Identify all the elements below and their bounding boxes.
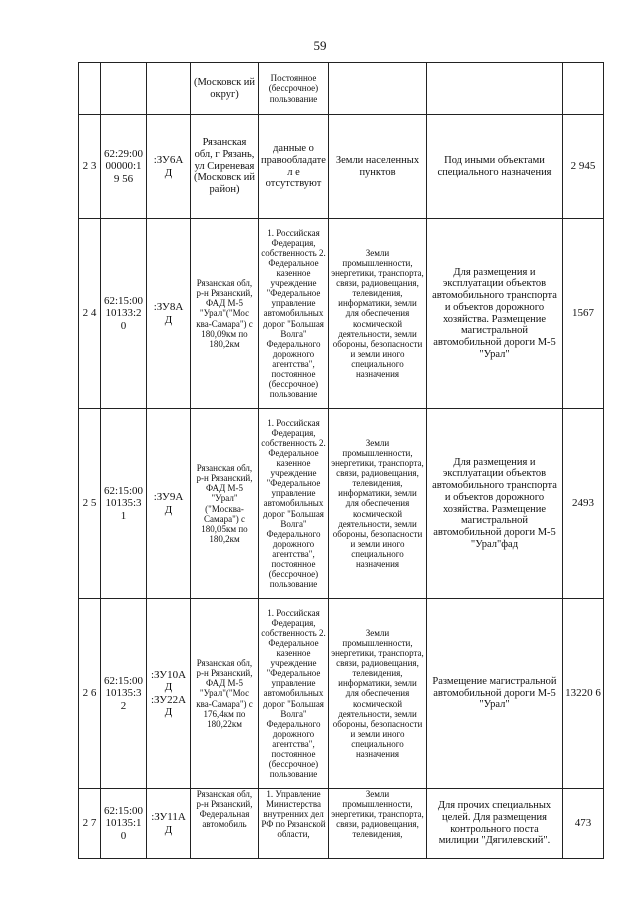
permitted-use-cell: Для размещения и эксплуатации объектов автомобильного транспорта и объектов дорожного хозяйства. Размещение магистральной автомобильной дороги М-5 "Урал"фад bbox=[427, 409, 563, 599]
permitted-use-cell: Для прочих специальных целей. Для размещения контрольного поста милиции "Дягилевский". bbox=[427, 789, 563, 859]
cadastral-number-cell: 62:15:00 10135:10 bbox=[101, 789, 147, 859]
area-cell: 2 945 bbox=[563, 115, 604, 219]
address-cell: Рязанская обл, р-н Рязанский, Федеральная автомобиль bbox=[191, 789, 259, 859]
row-number-cell: 2 6 bbox=[79, 599, 101, 789]
plot-designation-cell: :ЗУ9А Д bbox=[147, 409, 191, 599]
address-cell: Рязанская обл, г Рязань, ул Сиреневая (Московск ий район) bbox=[191, 115, 259, 219]
address-cell: (Московск ий округ) bbox=[191, 63, 259, 115]
plot-designation-cell: :ЗУ8А Д bbox=[147, 219, 191, 409]
land-category-cell: Земли промышленности, энергетики, транспорта, связи, радиовещания, телевидения, информатики, земли для обеспечения космической деятельности, земли обороны, безопасности и земли иного специального назначения bbox=[329, 409, 427, 599]
area-cell: 1567 bbox=[563, 219, 604, 409]
table-row bbox=[79, 115, 604, 219]
area-cell: 13220 6 bbox=[563, 599, 604, 789]
permitted-use-cell bbox=[427, 63, 563, 115]
plot-designation-cell bbox=[147, 63, 191, 115]
table-row bbox=[79, 599, 604, 789]
permitted-use-cell: Для размещения и эксплуатации объектов автомобильного транспорта и объектов дорожного хозяйства. Размещение магистральной автомобильной дороги М-5 "Урал" bbox=[427, 219, 563, 409]
right-holder-cell: Постоянное (бессрочное) пользование bbox=[259, 63, 329, 115]
row-number-cell bbox=[79, 63, 101, 115]
table-row bbox=[79, 63, 604, 115]
row-number-cell: 2 5 bbox=[79, 409, 101, 599]
land-plots-table bbox=[78, 62, 604, 859]
land-category-cell: Земли промышленности, энергетики, транспорта, связи, радиовещания, телевидения, bbox=[329, 789, 427, 859]
address-cell: Рязанская обл, р-н Рязанский, ФАД М-5 "Урал" ("Москва-Самара") с 180,05км по 180,2км bbox=[191, 409, 259, 599]
row-number-cell: 2 4 bbox=[79, 219, 101, 409]
address-cell: Рязанская обл, р-н Рязанский, ФАД М-5 "Урал"("Мос ква-Самара") с 180,09км по 180,2км bbox=[191, 219, 259, 409]
land-category-cell: Земли промышленности, энергетики, транспорта, связи, радиовещания, телевидения, информатики, земли для обеспечения космической деятельности, земли обороны, безопасности и земли иного специального назначения bbox=[329, 219, 427, 409]
permitted-use-cell: Размещение магистральной автомобильной дороги М-5 "Урал" bbox=[427, 599, 563, 789]
table-row bbox=[79, 789, 604, 859]
row-number-cell: 2 3 bbox=[79, 115, 101, 219]
table-row bbox=[79, 409, 604, 599]
right-holder-cell: 1. Российская Федерация, собственность 2. Федеральное казенное учреждение "Федеральное управление автомобильных дорог "Большая Волга" Федерального дорожного агентства", постоянное (бессрочное) пользование bbox=[259, 409, 329, 599]
cadastral-number-cell: 62:15:00 10133:20 bbox=[101, 219, 147, 409]
cadastral-number-cell: 62:29:00 00000:19 56 bbox=[101, 115, 147, 219]
page-number: 59 bbox=[313, 38, 327, 53]
address-cell: Рязанская обл, р-н Рязанский, ФАД М-5 "Урал"("Мос ква-Самара") с 176,4км по 180,22км bbox=[191, 599, 259, 789]
table-row bbox=[79, 219, 604, 409]
row-number-cell: 2 7 bbox=[79, 789, 101, 859]
right-holder-cell: 1. Российская Федерация, собственность 2. Федеральное казенное учреждение "Федеральное управление автомобильных дорог "Большая Волга" Федерального дорожного агентства", постоянное (бессрочное) пользование bbox=[259, 219, 329, 409]
plot-designation-cell: :ЗУ11А Д bbox=[147, 789, 191, 859]
plot-designation-cell: :ЗУ6А Д bbox=[147, 115, 191, 219]
right-holder-cell: 1. Российская Федерация, собственность 2. Федеральное казенное учреждение "Федеральное управление автомобильных дорог "Большая Волга" Федерального дорожного агентства", постоянное (бессрочное) пользование bbox=[259, 599, 329, 789]
plot-designation-cell: :ЗУ10А Д :ЗУ22А Д bbox=[147, 599, 191, 789]
cadastral-number-cell: 62:15:00 10135:31 bbox=[101, 409, 147, 599]
right-holder-cell: данные о правообладател е отсутствуют bbox=[259, 115, 329, 219]
area-cell: 473 bbox=[563, 789, 604, 859]
land-category-cell: Земли населенных пунктов bbox=[329, 115, 427, 219]
permitted-use-cell: Под иными объектами специального назначения bbox=[427, 115, 563, 219]
area-cell bbox=[563, 63, 604, 115]
right-holder-cell: 1. Управление Министерства внутренних дел РФ по Рязанской области, bbox=[259, 789, 329, 859]
cadastral-number-cell: 62:15:00 10135:32 bbox=[101, 599, 147, 789]
land-category-cell bbox=[329, 63, 427, 115]
area-cell: 2493 bbox=[563, 409, 604, 599]
cadastral-number-cell bbox=[101, 63, 147, 115]
land-category-cell: Земли промышленности, энергетики, транспорта, связи, радиовещания, телевидения, информатики, земли для обеспечения космической деятельности, земли обороны, безопасности и земли иного специального назначения bbox=[329, 599, 427, 789]
